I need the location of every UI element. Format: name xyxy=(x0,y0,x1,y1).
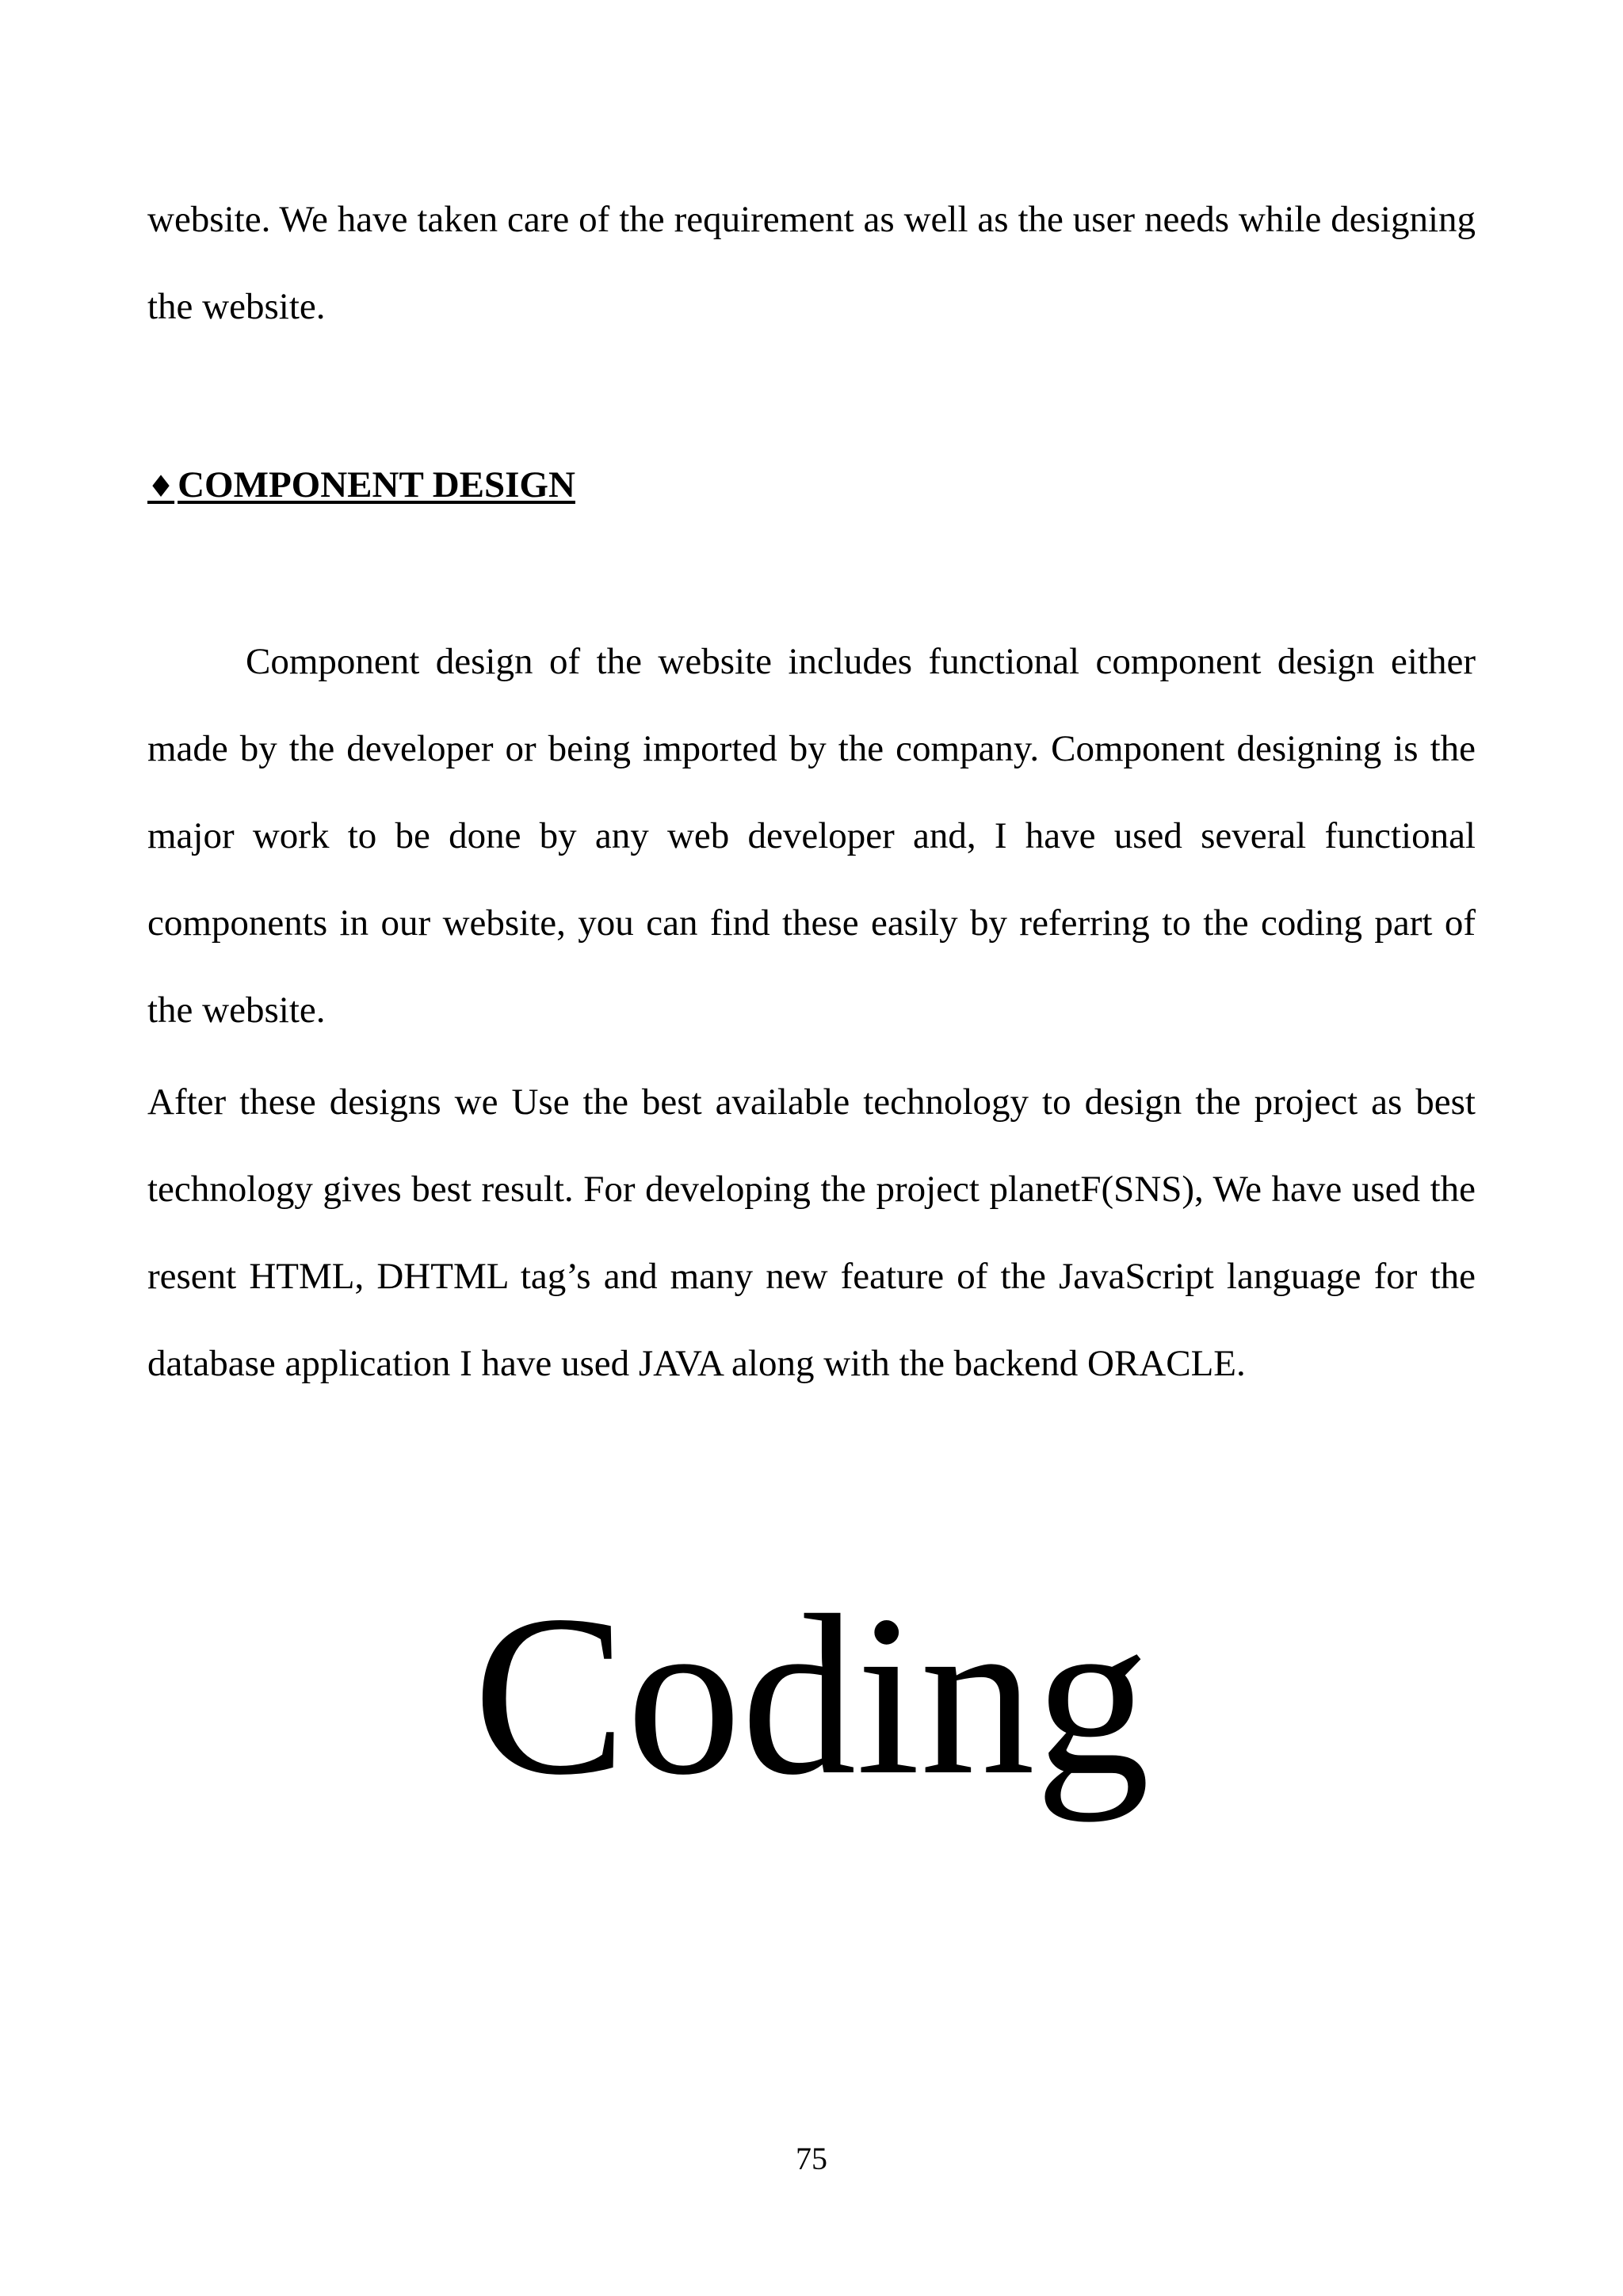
component-design-text: Component design of the website includes functional component design either made by the developer or being imported by the company. Component designing is the major work to be done by any web developer and, I have used several functional components in our website, you can find these easily by referring to the coding part of the website. xyxy=(147,641,1476,1031)
page-number: 75 xyxy=(796,2141,827,2176)
component-design-paragraph xyxy=(147,618,1476,1054)
technology-paragraph: After these designs we Use the best available technology to design the project as best technology gives best result. For developing the project planetF(SNS), We have used the resent HTML, DHTML tag’s and many new feature of the JavaScript language for the database application I have used JAVA along with the backend ORACLE. xyxy=(147,1081,1476,1384)
intro-paragraph: website. We have taken care of the requirement as well as the user needs while designing the website. xyxy=(147,199,1476,327)
section-title: Coding xyxy=(473,1568,1150,1822)
diamond-bullet-icon: ♦ xyxy=(147,469,175,504)
heading-text: COMPONENT DESIGN xyxy=(178,464,575,505)
component-design-heading xyxy=(147,455,575,517)
